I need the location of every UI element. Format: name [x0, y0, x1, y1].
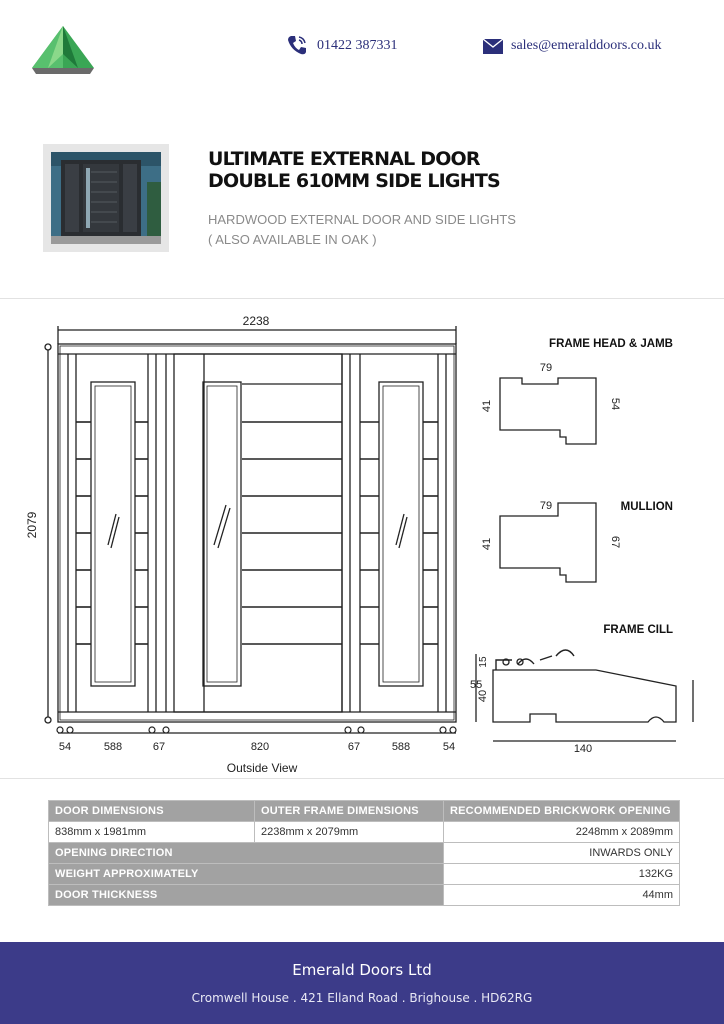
dim-sidelight-left: 588 [103, 741, 123, 753]
dim-jamb-right: 54 [442, 741, 456, 753]
head-jamb-profile [500, 378, 596, 444]
footer [0, 942, 724, 1024]
mullion-profile [500, 503, 596, 582]
dim-sidelight-right: 588 [391, 741, 411, 753]
table-row [49, 822, 680, 843]
emerald-logo [28, 24, 98, 76]
door-dimensions-header: DOOR DIMENSIONS [49, 801, 255, 822]
table-row [49, 885, 680, 906]
product-subtitle-line1: HARDWOOD EXTERNAL DOOR AND SIDE LIGHTS [208, 212, 516, 227]
head-jamb-title: FRAME HEAD & JAMB [549, 338, 673, 350]
cill-width-label: 140 [573, 743, 593, 755]
mullion-title: MULLION [620, 501, 673, 513]
table-row [49, 843, 680, 864]
elevation-drawing [0, 300, 470, 780]
opening-direction-value: INWARDS ONLY [444, 843, 680, 864]
profile-drawings [470, 325, 710, 765]
dim-door: 820 [250, 741, 270, 753]
head-width-label: 79 [539, 362, 553, 374]
product-title-line1: ULTIMATE EXTERNAL DOOR [208, 148, 480, 170]
weight-label: WEIGHT APPROXIMATELY [49, 864, 444, 885]
phone-link[interactable]: 01422 387331 [317, 38, 398, 53]
cill-h2-label: 40 [477, 689, 489, 703]
mullion-left-label: 41 [481, 537, 493, 551]
mullion-right-label: 67 [609, 535, 621, 549]
table-row [49, 864, 680, 885]
overall-height-label: 2079 [25, 511, 39, 539]
specifications-table [48, 800, 680, 906]
product-title-line2: DOUBLE 610MM SIDE LIGHTS [208, 170, 500, 192]
mullion-width-label: 79 [539, 500, 553, 512]
opening-direction-label: OPENING DIRECTION [49, 843, 444, 864]
brickwork-value: 2248mm x 2089mm [444, 822, 680, 843]
weight-value: 132KG [444, 864, 680, 885]
table-row [49, 801, 680, 822]
divider-middle [0, 778, 724, 779]
door-thickness-label: DOOR THICKNESS [49, 885, 444, 906]
outer-frame-header: OUTER FRAME DIMENSIONS [255, 801, 444, 822]
phone-icon [286, 34, 308, 61]
door-thickness-value: 44mm [444, 885, 680, 906]
dim-jamb-left: 54 [58, 741, 72, 753]
footer-company: Emerald Doors Ltd [292, 961, 432, 979]
divider-top [0, 298, 724, 299]
cill-title: FRAME CILL [603, 624, 673, 636]
product-subtitle-line2: ( ALSO AVAILABLE IN OAK ) [208, 232, 377, 247]
head-right-label: 54 [609, 397, 621, 411]
overall-width-label: 2238 [242, 314, 270, 328]
door-dimensions-value: 838mm x 1981mm [49, 822, 255, 843]
dim-mullion-left: 67 [152, 741, 166, 753]
product-thumbnail [43, 144, 169, 252]
cill-h1-label: 15 [478, 656, 489, 668]
email-link[interactable]: sales@emeralddoors.co.uk [511, 38, 662, 53]
cill-profile [493, 670, 676, 722]
cill-h3-label: 55 [470, 679, 483, 691]
brickwork-header: RECOMMENDED BRICKWORK OPENING [444, 801, 680, 822]
dim-mullion-right: 67 [347, 741, 361, 753]
drawing-caption: Outside View [226, 761, 298, 775]
email-icon [482, 36, 504, 61]
outer-frame-value: 2238mm x 2079mm [255, 822, 444, 843]
footer-address: Cromwell House . 421 Elland Road . Brighouse . HD62RG [191, 991, 533, 1005]
head-left-label: 41 [481, 399, 493, 413]
